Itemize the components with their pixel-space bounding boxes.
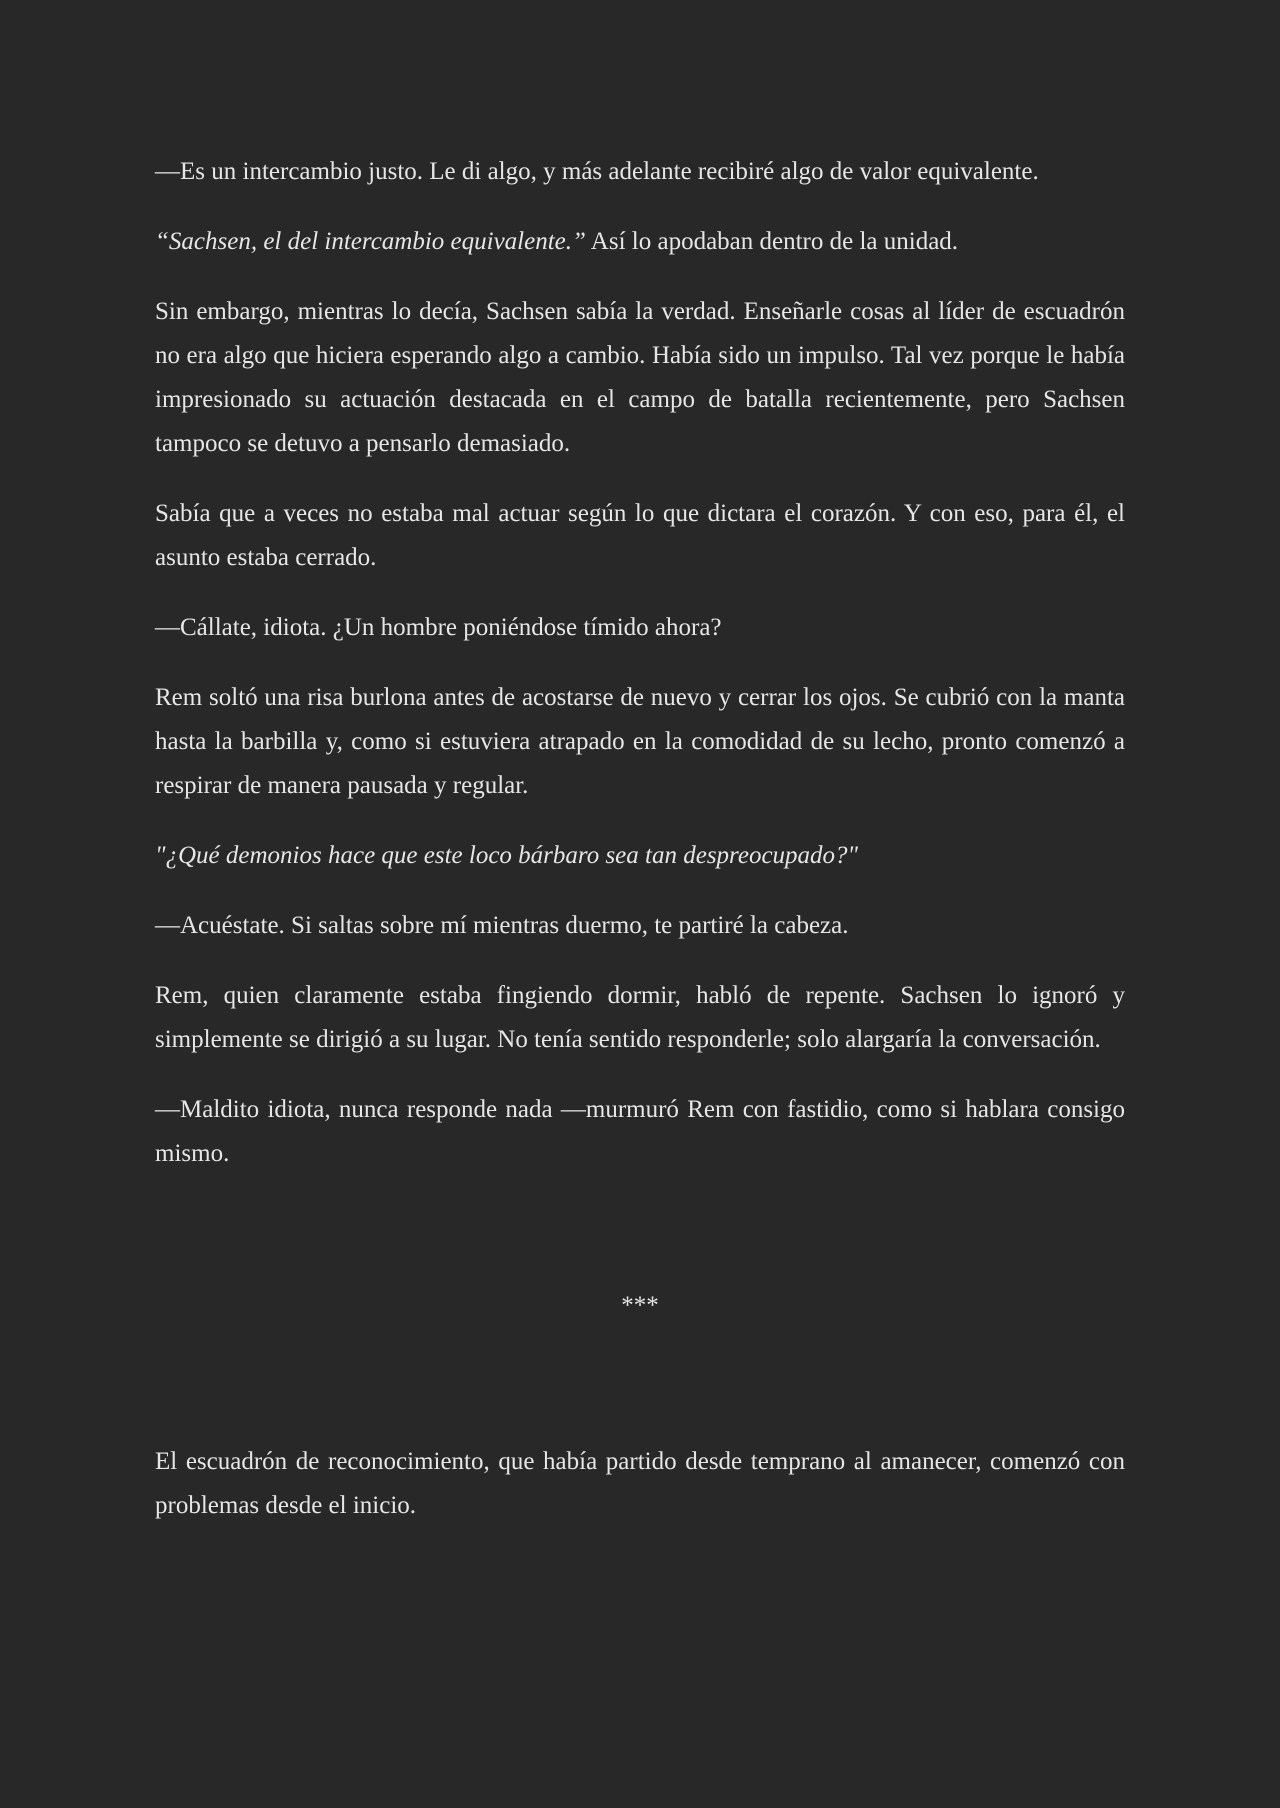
- paragraph-6: [155, 676, 1125, 808]
- paragraph-5: [155, 606, 1125, 650]
- scene-separator: ***: [621, 1292, 659, 1319]
- paragraph-4: [155, 492, 1125, 580]
- paragraph-3: [155, 290, 1125, 466]
- paragraph-text: —Es un intercambio justo. Le di algo, y más adelante recibiré algo de valor equivalente.: [155, 158, 1039, 185]
- paragraph-text: Rem soltó una risa burlona antes de acostarse de nuevo y cerrar los ojos. Se cubrió con la manta hasta la barbilla y, como si estuviera atrapado en la comodidad de su lecho, pronto comenzó a respirar de manera pausada y regular.: [155, 684, 1125, 799]
- italic-thought: "¿Qué demonios hace que este loco bárbaro sea tan despreocupado?": [155, 842, 859, 869]
- paragraph-text: Rem, quien claramente estaba fingiendo dormir, habló de repente. Sachsen lo ignoró y simplemente se dirigió a su lugar. No tenía sentido responderle; solo alargaría la conversación.: [155, 982, 1125, 1053]
- paragraph-text: Sabía que a veces no estaba mal actuar según lo que dictara el corazón. Y con eso, para él, el asunto estaba cerrado.: [155, 500, 1125, 571]
- paragraph-1: [155, 150, 1125, 194]
- paragraph-text: —Cállate, idiota. ¿Un hombre poniéndose tímido ahora?: [155, 614, 722, 641]
- paragraph-7: [155, 834, 1125, 878]
- paragraph-10: [155, 1088, 1125, 1176]
- paragraph-9: [155, 974, 1125, 1062]
- paragraph-2: [155, 220, 1125, 264]
- italic-quote: “Sachsen, el del intercambio equivalente.”: [155, 228, 586, 255]
- paragraph-text: Sin embargo, mientras lo decía, Sachsen sabía la verdad. Enseñarle cosas al líder de escuadrón no era algo que hiciera esperando algo a cambio. Había sido un impulso. Tal vez porque le había impresionado su actuación destacada en el campo de batalla recientemente, pero Sachsen tampoco se detuvo a pensarlo demasiado.: [155, 298, 1125, 457]
- paragraph-text: —Acuéstate. Si saltas sobre mí mientras duermo, te partiré la cabeza.: [155, 912, 849, 939]
- paragraph-11: [155, 1440, 1125, 1528]
- paragraph-text: —Maldito idiota, nunca responde nada —murmuró Rem con fastidio, como si hablara consigo mismo.: [155, 1096, 1125, 1167]
- paragraph-text: El escuadrón de reconocimiento, que había partido desde temprano al amanecer, comenzó con problemas desde el inicio.: [155, 1448, 1125, 1519]
- paragraph-8: [155, 904, 1125, 948]
- paragraph-text: Así lo apodaban dentro de la unidad.: [585, 228, 959, 255]
